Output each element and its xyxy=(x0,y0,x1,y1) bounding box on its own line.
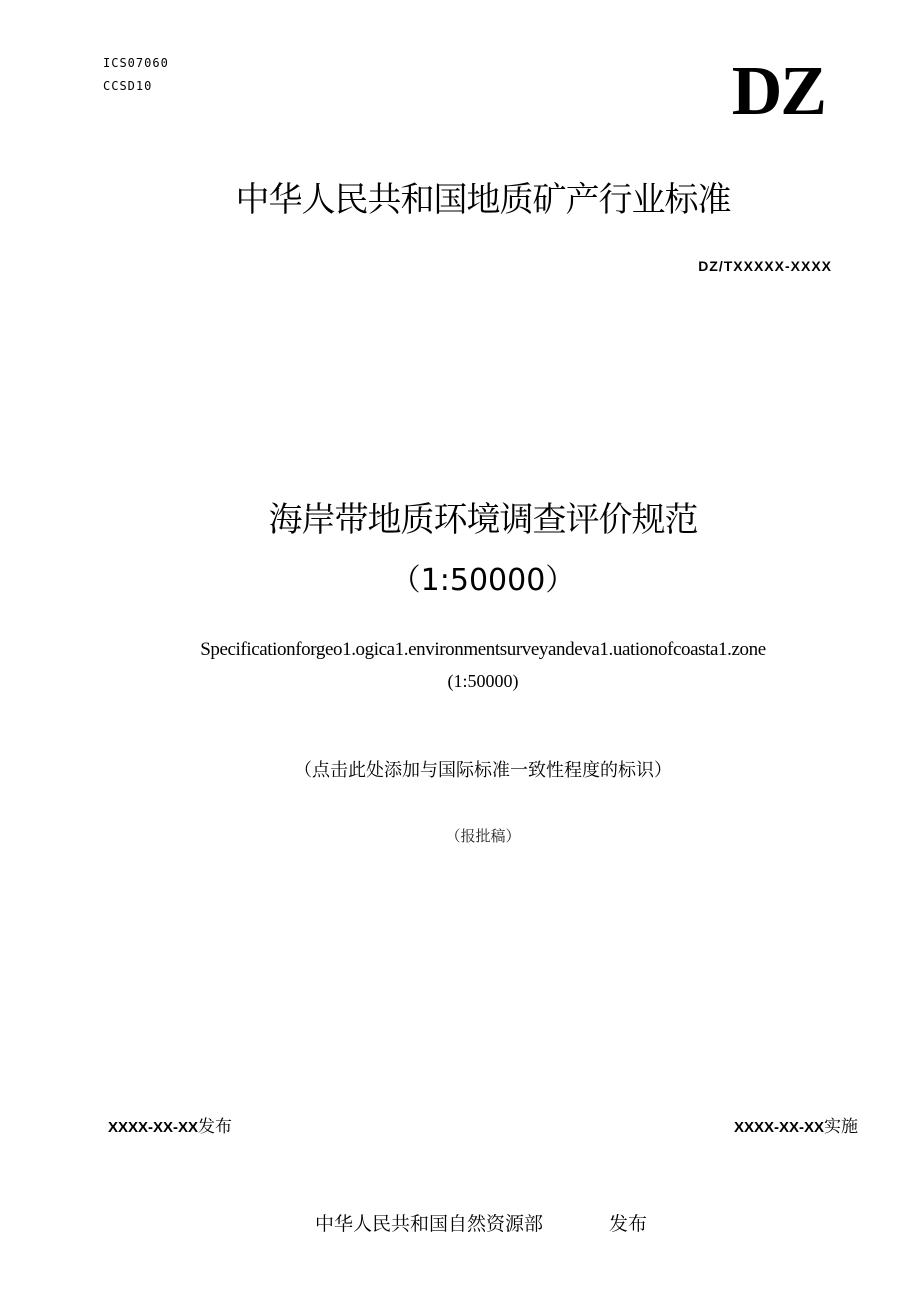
standard-number: DZ/TXXXXX-XXXX xyxy=(698,258,832,274)
document-title: 海岸带地质环境调查评价规范 xyxy=(268,500,698,540)
classification-codes xyxy=(103,52,169,98)
publisher-name: 中华人民共和国自然资源部 xyxy=(315,1213,544,1235)
document-scale: （1:50000） xyxy=(390,563,576,598)
industry-standard-heading: 中华人民共和国地质矿产行业标准 xyxy=(235,180,731,220)
draft-status: （报批稿） xyxy=(445,827,521,845)
dz-logo: DZ xyxy=(731,53,825,130)
english-title: Specificationforgeo1.ogica1.environmentsurveyandeva1.uationofcoasta1.zone xyxy=(200,639,766,660)
implement-date-line xyxy=(734,1114,858,1141)
publish-label: 发布 xyxy=(198,1117,233,1137)
implement-label: 实施 xyxy=(824,1117,858,1137)
publish-date-line xyxy=(108,1114,232,1141)
ccs-code: CCSD10 xyxy=(103,79,153,93)
consistency-note[interactable]: （点击此处添加与国际标准一致性程度的标识） xyxy=(294,760,672,781)
implement-date: XXXX-XX-XX xyxy=(733,1119,824,1136)
publish-date: XXXX-XX-XX xyxy=(108,1119,199,1136)
publisher-action: 发布 xyxy=(609,1213,648,1235)
english-scale: (1:50000) xyxy=(447,671,519,691)
ics-code: ICS07060 xyxy=(103,56,169,70)
